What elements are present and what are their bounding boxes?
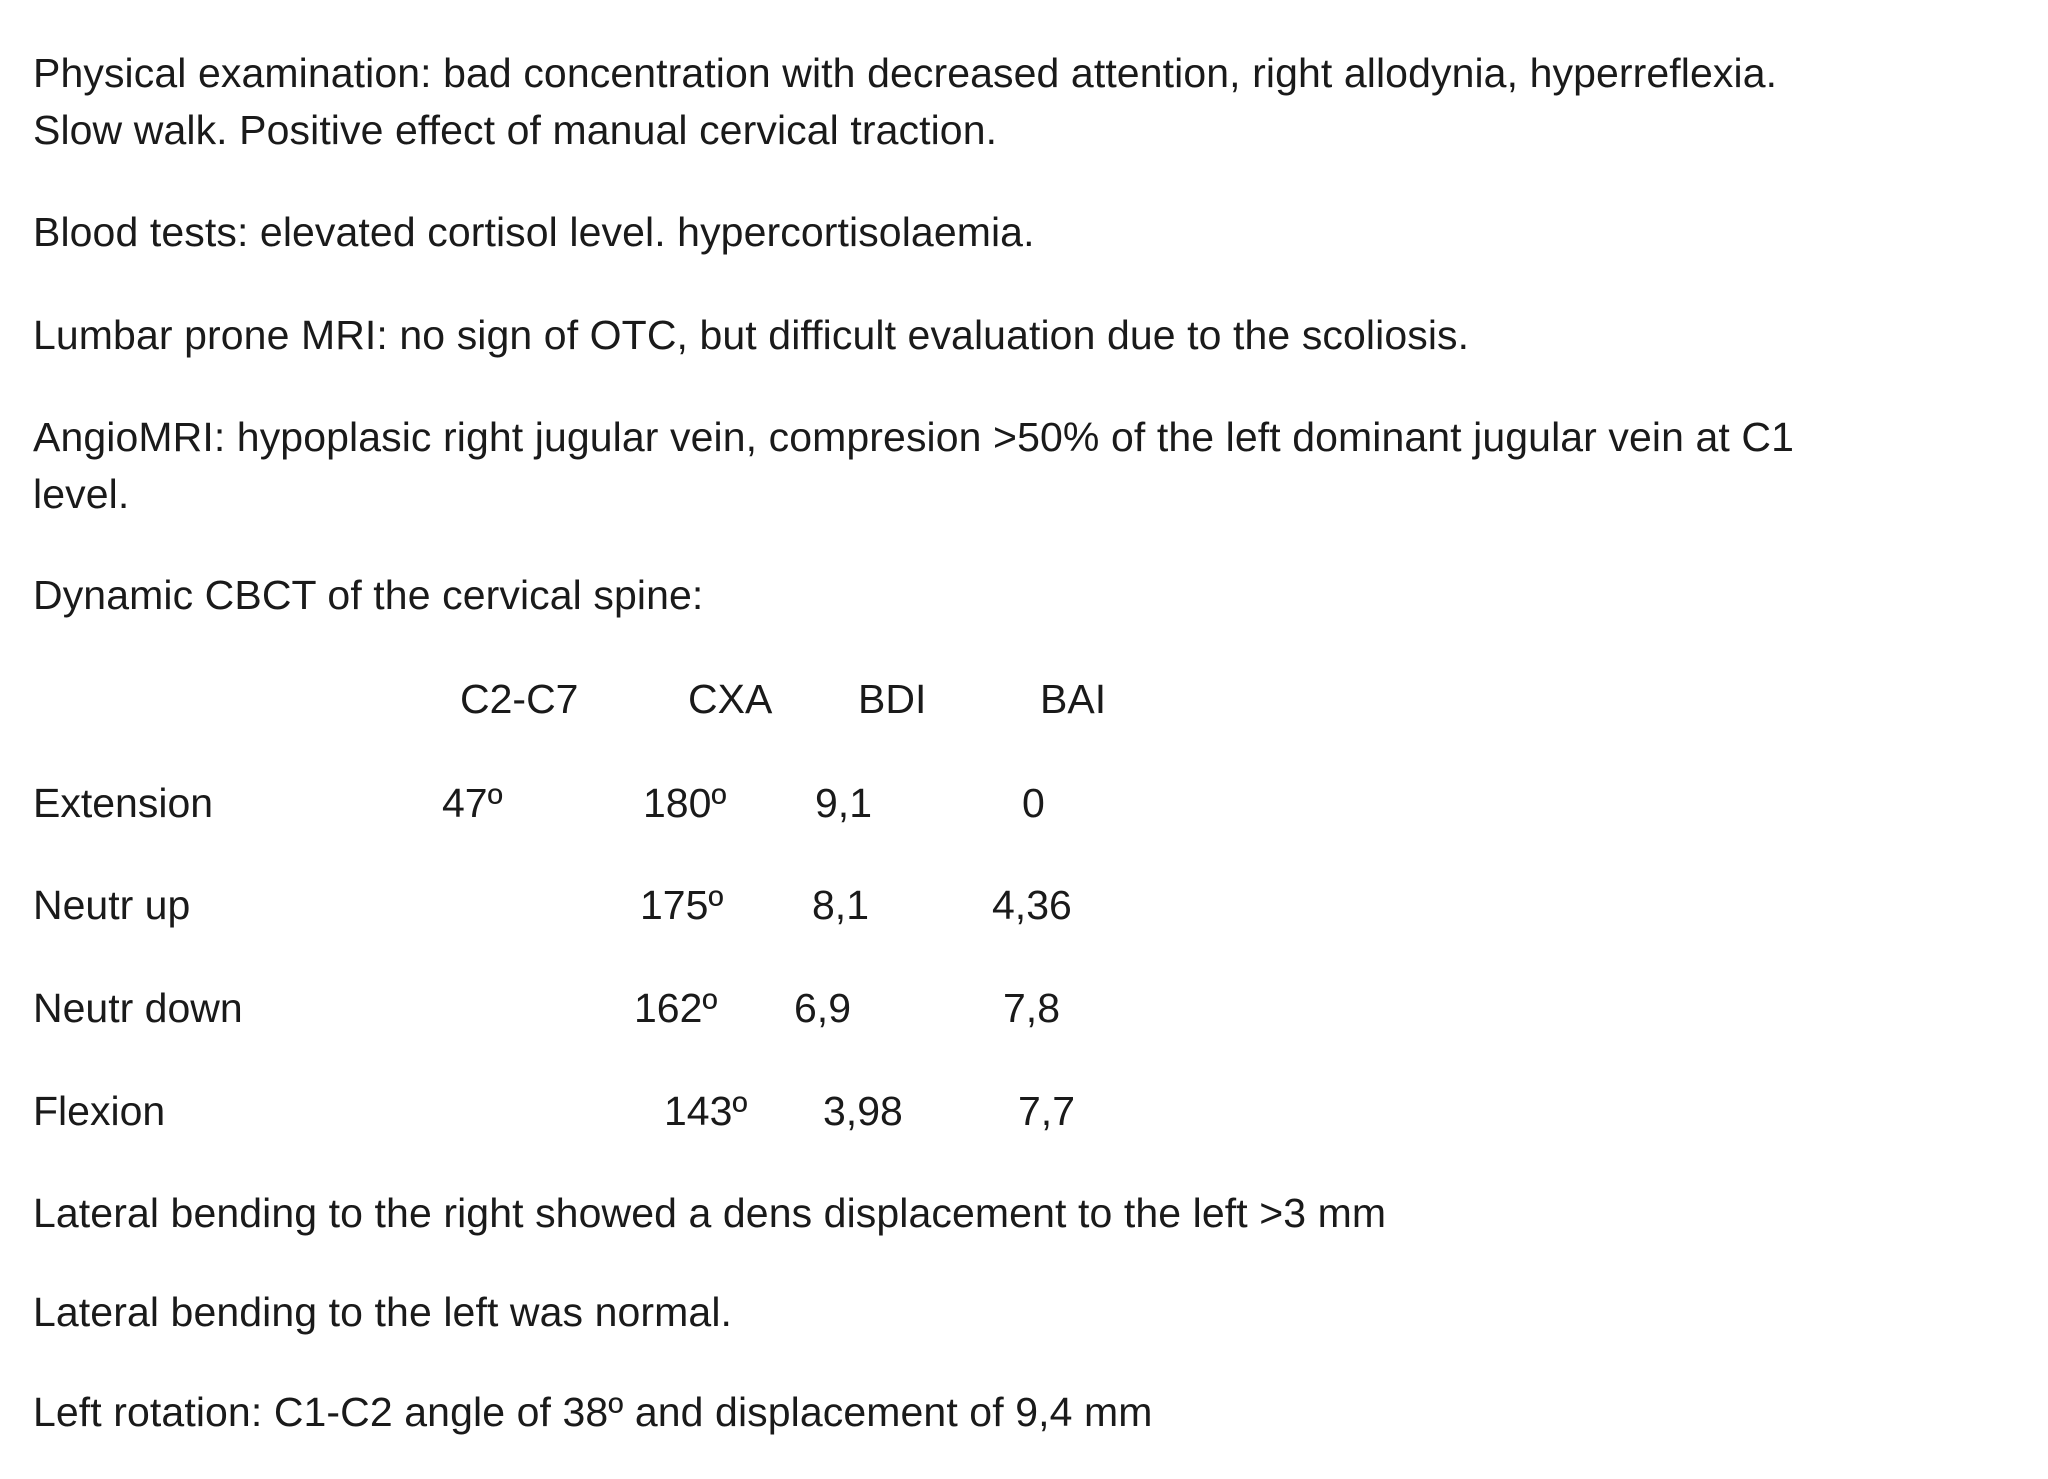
table-cell-bdi: 8,1: [812, 882, 869, 928]
table-row-label: Flexion: [33, 1088, 166, 1134]
left-rotation-text: Left rotation: C1-C2 angle of 38º and displacement of 9,4 mm: [33, 1389, 1153, 1435]
table-cell-bdi: 3,98: [823, 1088, 903, 1134]
lateral-bending-right-text: Lateral bending to the right showed a dens displacement to the left >3 mm: [33, 1190, 1387, 1236]
table-cell-cxa: 162º: [634, 985, 718, 1031]
table-cell-cxa: 143º: [664, 1088, 748, 1134]
cbct-heading: Dynamic CBCT of the cervical spine:: [33, 572, 704, 618]
physical-exam-line-1: Physical examination: bad concentration with decreased attention, right allodynia, hyperreflexia.: [33, 50, 1778, 96]
table-row-label: Neutr down: [33, 985, 243, 1031]
lateral-bending-left-text: Lateral bending to the left was normal.: [33, 1289, 733, 1335]
table-header-bai: BAI: [1040, 676, 1107, 722]
lumbar-mri-text: Lumbar prone MRI: no sign of OTC, but difficult evaluation due to the scoliosis.: [33, 312, 1470, 358]
physical-exam-line-2: Slow walk. Positive effect of manual cervical traction.: [33, 107, 998, 153]
table-cell-cxa: 175º: [640, 882, 724, 928]
table-cell-cxa: 180º: [643, 780, 727, 826]
table-cell-bai: 7,8: [1003, 985, 1060, 1031]
table-cell-bai: 4,36: [992, 882, 1072, 928]
table-cell-bdi: 9,1: [815, 780, 872, 826]
angiomri-line-2: level.: [33, 471, 130, 517]
table-cell-bdi: 6,9: [794, 985, 851, 1031]
table-row-label: Neutr up: [33, 882, 191, 928]
table-cell-bai: 0: [1022, 780, 1045, 826]
table-header-bdi: BDI: [858, 676, 927, 722]
table-cell-bai: 7,7: [1018, 1088, 1075, 1134]
table-cell-c2c7: 47º: [442, 780, 503, 826]
table-header-c2c7: C2-C7: [460, 676, 579, 722]
table-row-label: Extension: [33, 780, 214, 826]
angiomri-line-1: AngioMRI: hypoplasic right jugular vein, compresion >50% of the left dominant jugular vein at C1: [33, 414, 1795, 460]
table-header-cxa: CXA: [688, 676, 773, 722]
blood-tests-text: Blood tests: elevated cortisol level. hypercortisolaemia.: [33, 209, 1035, 255]
